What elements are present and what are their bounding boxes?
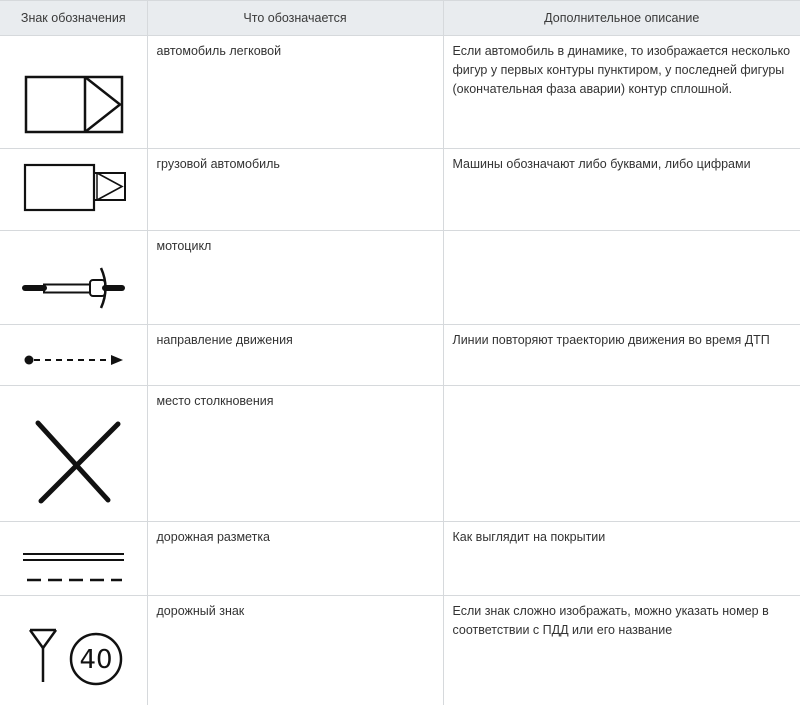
table-row xyxy=(0,231,800,325)
meaning-cell: мотоцикл xyxy=(147,231,443,325)
collision-point-icon xyxy=(0,386,147,521)
table-row xyxy=(0,596,800,705)
symbol-cell xyxy=(0,231,147,325)
symbol-cell xyxy=(0,596,147,705)
symbol-cell xyxy=(0,522,147,596)
table-row xyxy=(0,36,800,149)
table-row xyxy=(0,149,800,231)
table-row xyxy=(0,325,800,386)
meaning-cell: место столкновения xyxy=(147,386,443,522)
table-row xyxy=(0,522,800,596)
header-meaning: Что обозначается xyxy=(147,1,443,36)
description-cell: Машины обозначают либо буквами, либо цифрами xyxy=(443,149,800,231)
header-symbol: Знак обозначения xyxy=(0,1,147,36)
meaning-cell: направление движения xyxy=(147,325,443,386)
table-row xyxy=(0,386,800,522)
truck-icon xyxy=(0,149,147,230)
description-cell xyxy=(443,231,800,325)
road-sign-icon xyxy=(0,596,147,704)
description-cell xyxy=(443,386,800,522)
description-cell: Если знак сложно изображать, можно указать номер в соответствии с ПДД или его название xyxy=(443,596,800,705)
meaning-cell: грузовой автомобиль xyxy=(147,149,443,231)
description-cell: Как выглядит на покрытии xyxy=(443,522,800,596)
symbol-cell xyxy=(0,36,147,149)
symbol-cell xyxy=(0,386,147,522)
meaning-cell: дорожная разметка xyxy=(147,522,443,596)
symbol-cell xyxy=(0,149,147,231)
header-description: Дополнительное описание xyxy=(443,1,800,36)
header-row xyxy=(0,1,800,36)
motorcycle-icon xyxy=(0,231,147,324)
meaning-cell: автомобиль легковой xyxy=(147,36,443,149)
description-cell: Линии повторяют траекторию движения во время ДТП xyxy=(443,325,800,386)
passenger-car-icon xyxy=(0,36,147,148)
description-cell: Если автомобиль в динамике, то изображается несколько фигур у первых контуры пунктиром, у последней фигуры (окончательная фаза аварии) контур сплошной. xyxy=(443,36,800,149)
meaning-cell: дорожный знак xyxy=(147,596,443,705)
road-marking-icon xyxy=(0,522,147,595)
symbol-cell xyxy=(0,325,147,386)
sign-number: 40 xyxy=(79,645,113,675)
direction-arrow-icon xyxy=(0,325,147,385)
